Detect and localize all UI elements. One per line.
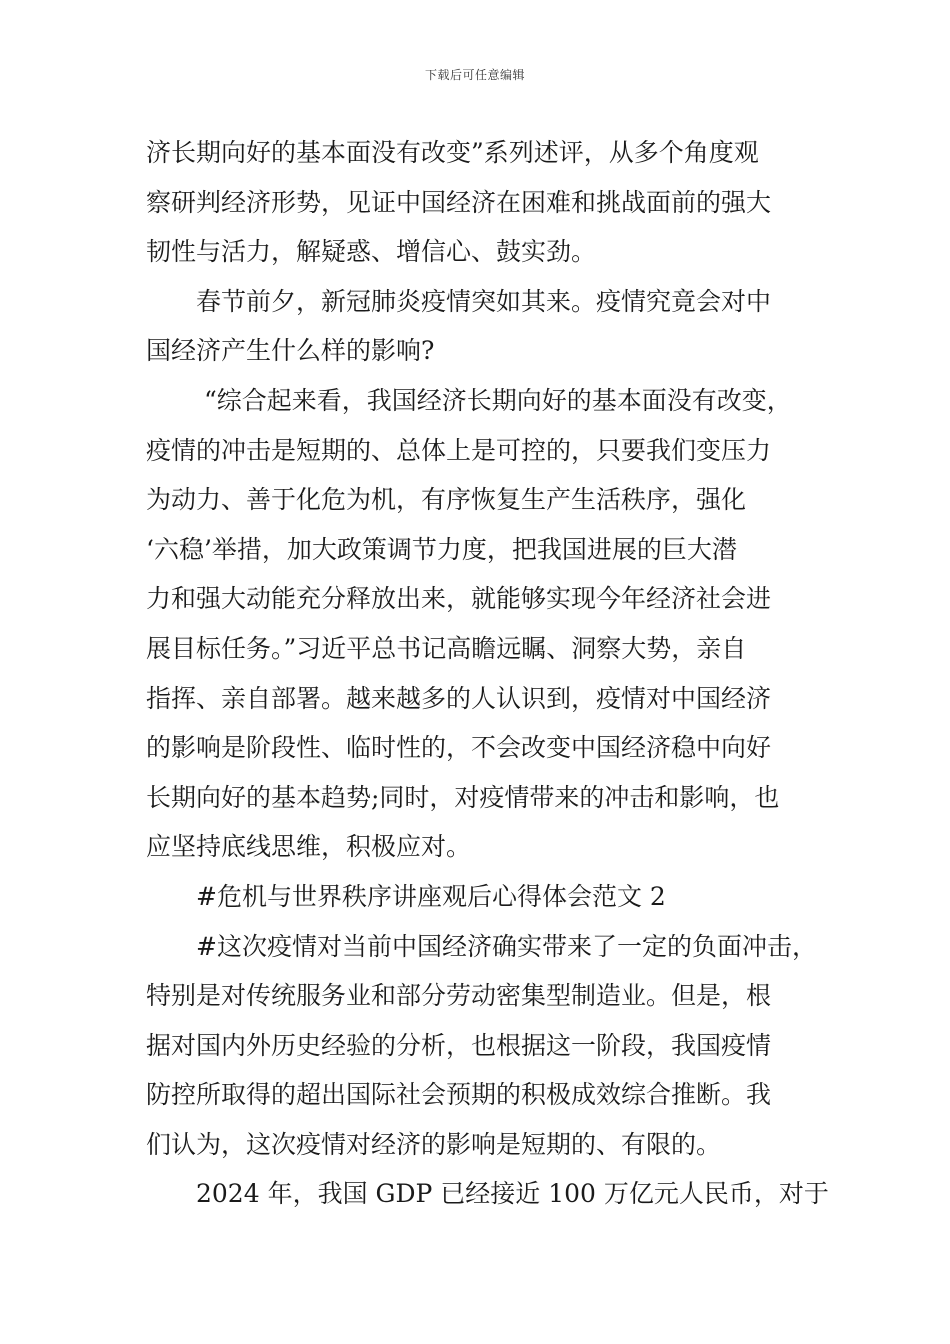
text-line: 济长期向好的基本面没有改变”系列述评，从多个角度观	[146, 138, 759, 167]
text-line: ‘六稳’举措，加大政策调节力度，把我国进展的巨大潜	[146, 534, 737, 564]
section-heading-line: #危机与世界秩序讲座观后心得体会范文 2	[196, 881, 666, 911]
text-line: 应坚持底线思维，积极应对。	[146, 832, 472, 862]
text-line: 展目标任务。”习近平总书记高瞻远瞩、洞察大势，亲自	[146, 633, 747, 663]
text-line: 防控所取得的超出国际社会预期的积极成效综合推断。我	[146, 1080, 772, 1110]
text-line: 韧性与活力，解疑惑、增信心、鼓实劲。	[146, 237, 597, 267]
quote-start-line: “综合起来看，我国经济长期向好的基本面没有改变，	[204, 385, 792, 415]
text-line: 力和强大动能充分释放出来，就能够实现今年经济社会进	[146, 584, 772, 614]
paragraph-start-line: 2024 年，我国 GDP 已经接近 100 万亿元人民币，对于	[196, 1179, 829, 1209]
header-note: 下载后可任意编辑	[424, 68, 525, 82]
text-line: 的影响是阶段性、临时性的，不会改变中国经济稳中向好	[146, 733, 772, 763]
text-line: 们认为，这次疫情对经济的影响是短期的、有限的。	[146, 1129, 722, 1159]
text-line: 为动力、善于化危为机，有序恢复生产生活秩序，强化	[146, 485, 747, 515]
paragraph-start-line: #这次疫情对当前中国经济确实带来了一定的负面冲击，	[196, 931, 817, 961]
text-line: 长期向好的基本趋势;同时，对疫情带来的冲击和影响，也	[146, 782, 780, 812]
text-line: 特别是对传统服务业和部分劳动密集型制造业。但是，根	[146, 981, 772, 1011]
text-line: 据对国内外历史经验的分析，也根据这一阶段，我国疫情	[146, 1030, 772, 1060]
paragraph-start-line: 春节前夕，新冠肺炎疫情突如其来。疫情究竟会对中	[196, 286, 772, 316]
text-line: 察研判经济形势，见证中国经济在困难和挑战面前的强大	[146, 187, 772, 217]
document-body	[146, 128, 829, 1219]
text-line: 指挥、亲自部署。越来越多的人认识到，疫情对中国经济	[146, 683, 772, 713]
text-line: 疫情的冲击是短期的、总体上是可控的，只要我们变压力	[146, 435, 772, 465]
text-line: 国经济产生什么样的影响?	[146, 336, 435, 366]
